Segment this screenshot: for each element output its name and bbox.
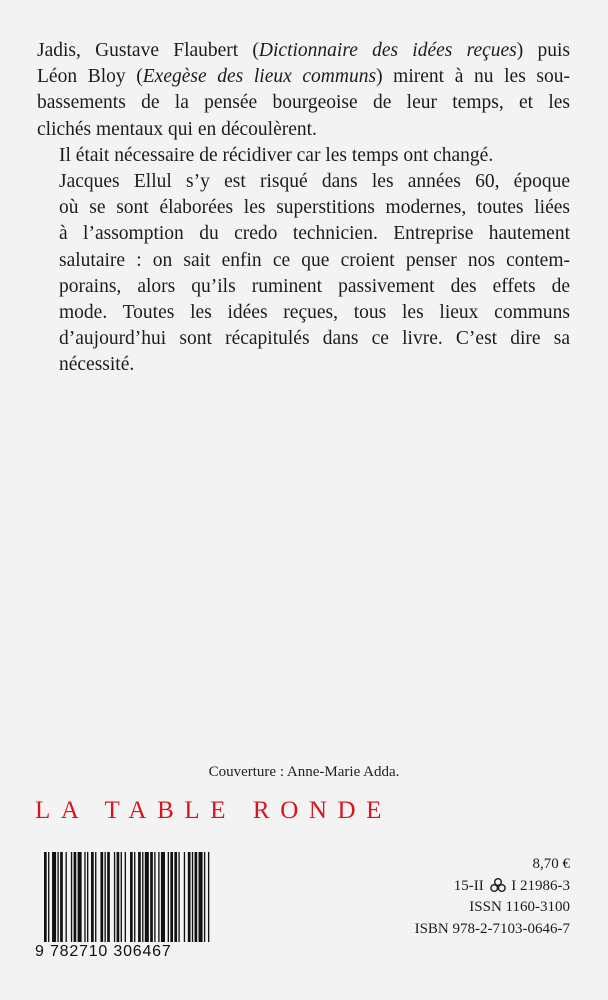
cover-credit: Couverture : Anne-Marie Adda. <box>208 764 400 780</box>
blurb-line: où se sont élaborées les superstitions modernes, toutes liées <box>59 197 570 219</box>
price: 8,70 € <box>532 856 570 872</box>
book-info <box>415 854 570 940</box>
blurb-line: mode. Toutes les idées reçues, tous les lieux communs <box>59 302 570 324</box>
blurb-line: salutaire : on sait enfin ce que croient penser nos contem- <box>59 249 570 271</box>
isbn: ISBN 978-2-7103-0646-7 <box>414 920 570 937</box>
printer-trefoil-icon <box>490 878 506 892</box>
issn: ISSN 1160-3100 <box>469 899 570 915</box>
blurb-paragraph-1 <box>37 38 570 143</box>
blurb-line: porains, alors qu’ils ruminent passivement des effets de <box>59 275 570 297</box>
blurb-line: à l’assomption du credo technicien. Entreprise hautement <box>59 223 570 245</box>
blurb-paragraph-2: Il était nécessaire de récidiver car les temps ont changé. <box>59 144 494 166</box>
blurb-line: clichés mentaux qui en découlèrent. <box>37 118 317 140</box>
blurb-paragraph-3 <box>37 169 570 379</box>
barcode-digits: 9 782710 306467 <box>35 943 172 960</box>
blurb-line: Jadis, Gustave Flaubert (Dictionnaire des idées reçues) puis <box>37 40 570 61</box>
barcode-image <box>44 852 212 942</box>
printer-code: 15-II I 21986-3 <box>453 877 570 894</box>
book-title-dictionnaire: Dictionnaire des idées reçues <box>258 40 517 61</box>
blurb-line: bassements de la pensée bourgeoise de leur temps, et les <box>37 92 570 114</box>
blurb-line: d’aujourd’hui sont récapitulés dans ce livre. C’est dire sa <box>59 328 570 350</box>
blurb-line: Léon Bloy (Exegèse des lieux communs) mirent à nu les sou- <box>37 66 571 88</box>
book-title-exegese: Exegèse des lieux communs <box>142 66 377 88</box>
blurb-line: Jacques Ellul s’y est risqué dans les années 60, époque <box>59 171 570 193</box>
publisher-name: LA TABLE RONDE <box>35 797 393 824</box>
barcode-block <box>35 852 215 962</box>
blurb-line: nécessité. <box>59 354 135 376</box>
back-cover-blurb <box>37 38 570 379</box>
